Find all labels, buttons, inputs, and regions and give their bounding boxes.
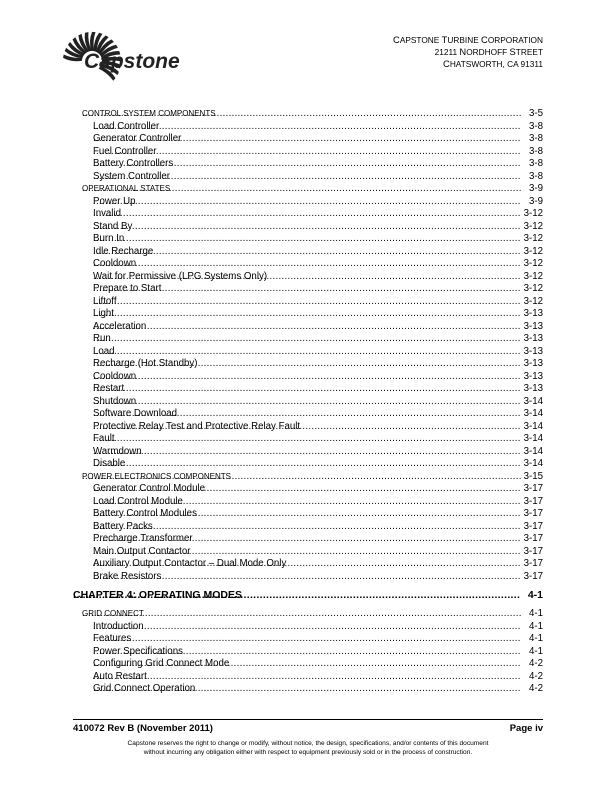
dot-leader: [93, 571, 521, 584]
dot-leader: [93, 396, 521, 409]
toc-entry-title: Prepare to Start: [93, 283, 162, 294]
toc-entry-page: 3-9: [528, 195, 543, 207]
toc-entry-title: Wait for Permissive (LPG Systems Only): [93, 270, 268, 282]
dot-leader: [93, 521, 521, 534]
toc-entry-title: Shutdown: [93, 395, 137, 407]
toc-entry-title: GRID CONNECT: [82, 609, 144, 618]
toc-entry-page: 3-17: [523, 533, 543, 544]
toc-entry-title: Battery Control Modules: [93, 508, 197, 519]
toc-entry-title: Light: [93, 308, 115, 319]
toc-entry-page: 3-12: [523, 245, 543, 257]
toc-entry-title: CHAPTER 4: OPERATING MODES: [73, 589, 242, 601]
toc-entry-title: Auxiliary Output Contactor – Dual Mode Only: [93, 558, 287, 569]
toc-entry[interactable]: [73, 171, 543, 184]
toc-entry[interactable]: [73, 496, 543, 509]
toc-entry-title: Software Download: [93, 408, 178, 419]
disclaimer-line-2: without incurring any obligation either with respect to equipment previously sold or in the process of construction.: [143, 749, 473, 756]
toc-entry-title: Introduction: [93, 620, 144, 632]
toc-entry[interactable]: [73, 458, 543, 471]
dot-leader: [93, 371, 521, 384]
dot-leader: [93, 208, 521, 221]
toc-entry[interactable]: [73, 271, 543, 284]
toc-entry-title: Recharge (Hot Standby): [93, 358, 198, 369]
toc-entry-title: System Controller: [93, 170, 170, 182]
toc-entry[interactable]: [73, 608, 543, 621]
toc-entry-page: 4-2: [528, 670, 543, 682]
dot-leader: [82, 183, 521, 196]
dot-leader: [93, 546, 521, 559]
disclaimer-line-1: Capstone reserves the right to change or modify, without notice, the design, specifications, and/or contents of this document: [127, 740, 489, 747]
toc-entry-page: 3-12: [523, 258, 543, 269]
toc-entry[interactable]: [73, 633, 543, 646]
toc-entry[interactable]: [73, 221, 543, 234]
toc-entry[interactable]: [73, 283, 543, 296]
toc-entry[interactable]: [73, 183, 543, 196]
toc-entry-page: 3-8: [528, 145, 543, 157]
toc-entry[interactable]: [73, 521, 543, 534]
toc-entry[interactable]: [73, 546, 543, 559]
toc-entry-page: 3-14: [523, 458, 543, 469]
toc-entry-page: 3-13: [523, 358, 543, 369]
toc-entry-page: 3-14: [523, 420, 543, 432]
toc-entry-page: 4-1: [528, 608, 543, 619]
dot-leader: [93, 621, 521, 634]
toc-entry-title: Fuel Controller: [93, 145, 157, 157]
toc-entry[interactable]: [73, 587, 543, 603]
toc-entry-title: Battery Controllers: [93, 158, 174, 169]
toc-entry-title: Generator Control Module: [93, 483, 206, 494]
toc-entry-page: 3-12: [523, 283, 543, 294]
toc-entry-page: 4-1: [528, 620, 543, 632]
toc-entry-page: 3-17: [523, 545, 543, 557]
toc-entry-title: Grid Connect Operation: [93, 683, 196, 694]
toc-entry-title: Disable: [93, 458, 126, 469]
toc-entry-title: Restart: [93, 383, 125, 394]
toc-entry-title: Main Output Contactor: [93, 545, 191, 557]
dot-leader: [93, 533, 521, 546]
dot-leader: [93, 658, 521, 671]
toc-entry-page: 3-13: [523, 345, 543, 357]
toc-entry[interactable]: [73, 308, 543, 321]
toc-entry[interactable]: [73, 421, 543, 434]
company-city: CHATSWORTH, CA 91311: [443, 58, 543, 69]
dot-leader: [93, 271, 521, 284]
toc-entry[interactable]: [73, 346, 543, 359]
dot-leader: [93, 283, 521, 296]
toc-entry[interactable]: [73, 158, 543, 171]
toc-entry-title: Idle Recharge: [93, 245, 154, 257]
toc-entry[interactable]: [73, 133, 543, 146]
dot-leader: [93, 246, 521, 259]
toc-entry[interactable]: [73, 358, 543, 371]
toc-entry[interactable]: [73, 233, 543, 246]
toc-entry[interactable]: [73, 396, 543, 409]
toc-entry-title: Brake Resistors: [93, 570, 162, 582]
toc-entry-page: 3-12: [523, 295, 543, 307]
dot-leader: [73, 587, 521, 603]
dot-leader: [93, 633, 521, 646]
toc-entry[interactable]: [73, 146, 543, 159]
toc-entry-page: 4-1: [528, 633, 543, 644]
toc-entry-title: Power Up: [93, 195, 136, 207]
dot-leader: [93, 508, 521, 521]
dot-leader: [93, 433, 521, 446]
toc-entry-title: Fault: [93, 433, 115, 444]
dot-leader: [93, 196, 521, 209]
toc-entry-page: 3-15: [523, 470, 543, 482]
toc-entry[interactable]: [73, 121, 543, 134]
toc-entry-title: Run: [93, 333, 111, 344]
toc-entry[interactable]: [73, 321, 543, 334]
toc-entry-title: Load: [93, 345, 115, 357]
toc-entry-page: 3-12: [523, 270, 543, 282]
toc-entry[interactable]: [73, 683, 543, 696]
dot-leader: [93, 121, 521, 134]
footer-disclaimer: [73, 739, 543, 757]
toc-entry-title: CONTROL SYSTEM COMPONENTS: [82, 109, 216, 118]
capstone-logo: [60, 30, 180, 92]
toc-entry-title: Generator Controller: [93, 133, 182, 144]
toc-entry-page: 4-2: [528, 683, 543, 694]
toc-entry[interactable]: [73, 558, 543, 571]
toc-entry[interactable]: [73, 533, 543, 546]
dot-leader: [82, 471, 521, 484]
toc-entry-page: 3-13: [523, 383, 543, 394]
dot-leader: [93, 133, 521, 146]
dot-leader: [93, 446, 521, 459]
toc-entry-page: 3-14: [523, 408, 543, 419]
toc-entry[interactable]: [73, 621, 543, 634]
dot-leader: [93, 321, 521, 334]
dot-leader: [93, 308, 521, 321]
company-street: 21211 NORDHOFF STREET: [434, 46, 543, 57]
toc-entry[interactable]: [73, 508, 543, 521]
toc-entry-title: Precharge Transformer: [93, 533, 193, 544]
toc-entry-title: Power Specifications: [93, 645, 183, 657]
toc-entry[interactable]: [73, 571, 543, 584]
toc-entry-title: OPERATIONAL STATES: [82, 184, 171, 193]
toc-entry[interactable]: [73, 371, 543, 384]
toc-entry-page: 3-17: [523, 508, 543, 519]
dot-leader: [93, 483, 521, 496]
dot-leader: [93, 346, 521, 359]
page-number: Page iv: [509, 723, 543, 734]
footer-divider: [73, 719, 543, 720]
dot-leader: [93, 158, 521, 171]
toc-entry-page: 4-2: [528, 658, 543, 669]
dot-leader: [93, 296, 521, 309]
toc-entry-page: 3-8: [528, 170, 543, 182]
toc-entry-title: Features: [93, 633, 132, 644]
toc-entry-page: 3-14: [523, 445, 543, 457]
toc-entry[interactable]: [73, 258, 543, 271]
toc-entry[interactable]: [73, 446, 543, 459]
dot-leader: [93, 421, 521, 434]
dot-leader: [93, 221, 521, 234]
toc-entry-title: Burn In: [93, 233, 125, 244]
toc-entry-page: 3-14: [523, 395, 543, 407]
toc-entry[interactable]: [73, 246, 543, 259]
toc-entry-page: 3-13: [523, 333, 543, 344]
toc-entry-page: 3-8: [528, 120, 543, 132]
toc-entry-page: 3-8: [528, 158, 543, 169]
toc-entry-title: Protective Relay Test and Protective Relay Fault: [93, 420, 301, 432]
dot-leader: [93, 258, 521, 271]
toc-entry-title: Auto Restart: [93, 670, 147, 682]
dot-leader: [82, 108, 521, 121]
toc-entry-title: Warmdown: [93, 445, 142, 457]
toc-entry[interactable]: [73, 408, 543, 421]
toc-entry[interactable]: [73, 296, 543, 309]
toc-entry-page: 3-14: [523, 433, 543, 444]
toc-entry-page: 3-8: [528, 133, 543, 144]
toc-entry[interactable]: [73, 658, 543, 671]
toc-entry-page: 3-12: [523, 233, 543, 244]
dot-leader: [93, 558, 521, 571]
toc-entry[interactable]: [73, 208, 543, 221]
toc-entry[interactable]: [73, 433, 543, 446]
dot-leader: [93, 333, 521, 346]
toc-entry-page: 3-13: [523, 308, 543, 319]
toc-entry-page: 3-17: [523, 570, 543, 582]
toc-entry-page: 3-17: [523, 483, 543, 494]
toc-entry-title: Load Control Module: [93, 495, 183, 507]
toc-entry[interactable]: [73, 646, 543, 659]
dot-leader: [82, 608, 521, 621]
toc-entry-page: 4-1: [527, 589, 543, 601]
dot-leader: [93, 146, 521, 159]
company-name: CAPSTONE TURBINE CORPORATION: [393, 34, 543, 45]
toc-entry-page: 3-12: [523, 220, 543, 232]
toc-entry-title: Battery Packs: [93, 520, 153, 532]
toc-entry-page: 3-12: [523, 208, 543, 219]
toc-entry-page: 3-17: [523, 558, 543, 569]
dot-leader: [93, 408, 521, 421]
toc-entry-title: POWER ELECTRONICS COMPONENTS: [82, 471, 231, 481]
toc-entry[interactable]: [73, 471, 543, 484]
toc-entry[interactable]: [73, 483, 543, 496]
toc-entry-page: 3-13: [523, 370, 543, 382]
dot-leader: [93, 233, 521, 246]
logo-wordmark: Capstone: [84, 50, 180, 73]
toc-entry[interactable]: [73, 196, 543, 209]
toc-entry[interactable]: [73, 333, 543, 346]
dot-leader: [93, 683, 521, 696]
table-of-contents: [73, 108, 543, 696]
toc-entry[interactable]: [73, 108, 543, 121]
dot-leader: [93, 646, 521, 659]
toc-entry-page: 3-5: [528, 108, 543, 119]
toc-entry-title: Liftoff: [93, 295, 117, 307]
toc-entry-page: 4-1: [528, 645, 543, 657]
dot-leader: [93, 171, 521, 184]
toc-entry-page: 3-13: [523, 320, 543, 332]
dot-leader: [93, 383, 521, 396]
toc-entry-page: 3-17: [523, 520, 543, 532]
toc-entry-title: Load Controller: [93, 120, 160, 132]
toc-entry-title: Stand By: [93, 220, 133, 232]
dot-leader: [93, 671, 521, 684]
dot-leader: [93, 358, 521, 371]
dot-leader: [93, 496, 521, 509]
toc-entry-page: 3-9: [528, 183, 543, 194]
toc-entry-title: Configuring Grid Connect Mode: [93, 658, 230, 669]
toc-entry-title: Cooldown: [93, 370, 137, 382]
dot-leader: [93, 458, 521, 471]
toc-entry[interactable]: [73, 383, 543, 396]
toc-entry[interactable]: [73, 671, 543, 684]
toc-entry-title: Acceleration: [93, 320, 147, 332]
toc-entry-page: 3-17: [523, 495, 543, 507]
toc-entry-title: Cooldown: [93, 258, 137, 269]
document-id: 410072 Rev B (November 2011): [73, 723, 213, 734]
toc-entry-title: Invalid: [93, 208, 122, 219]
